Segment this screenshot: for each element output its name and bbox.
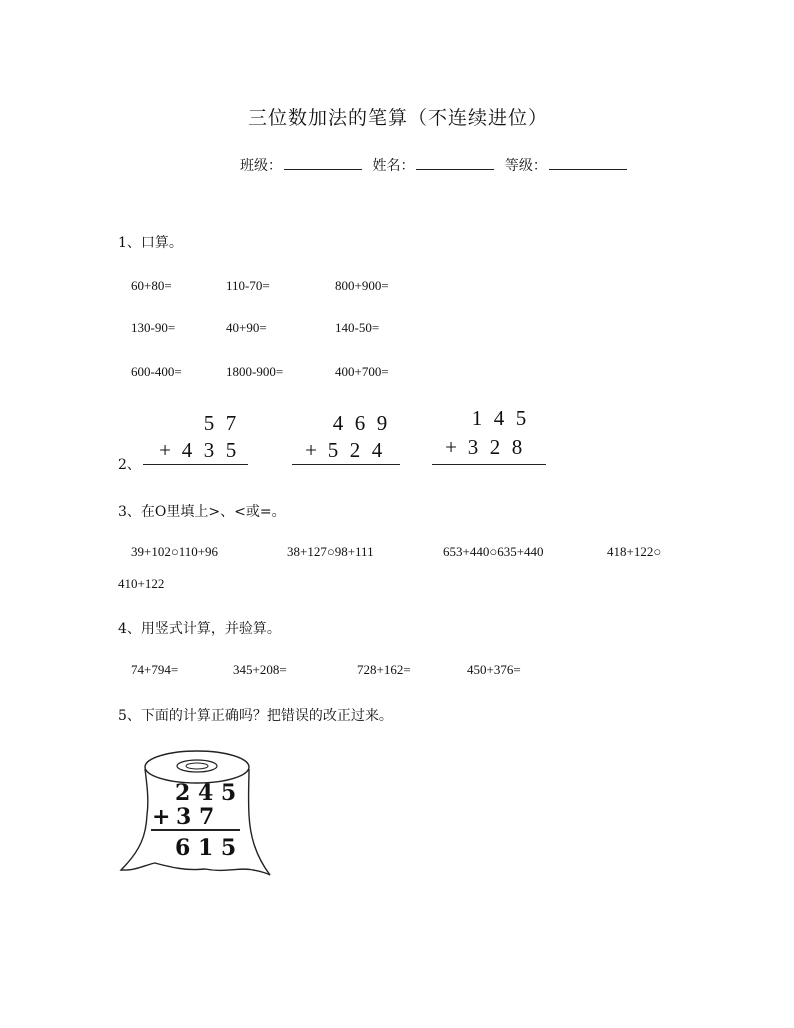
digit: 2 — [489, 435, 501, 459]
blank-circle: ○ — [489, 544, 498, 559]
blank-circle: ○ — [653, 544, 662, 559]
compare-item-4-right: 410+122 — [118, 576, 165, 591]
stump-result: 6 1 5 — [175, 835, 237, 861]
q1-item: 600-400= — [131, 364, 182, 379]
q1-item: 400+700= — [335, 364, 389, 379]
q1-item: 1800-900= — [226, 364, 284, 379]
digit: 3 — [203, 438, 215, 462]
expr: 98+111 — [334, 544, 374, 559]
plus-sign: + — [445, 435, 457, 459]
class-blank — [284, 157, 362, 170]
plus-sign: + — [305, 438, 317, 462]
page-title: 三位数加法的笔算（不连续进位） — [248, 107, 549, 129]
vertical-problem-1-top — [198, 411, 242, 436]
vertical-problem-3-bottom — [440, 435, 528, 460]
sum-line-2 — [292, 464, 400, 465]
class-label: 班级： — [240, 158, 282, 174]
compare-item-2 — [287, 544, 374, 560]
q3-heading: 3、在O里填上>、<或=。 — [118, 504, 286, 520]
q1-item: 110-70= — [226, 278, 270, 293]
q1-item: 800+900= — [335, 278, 389, 293]
digit: 9 — [376, 411, 388, 435]
digit: 2 — [349, 438, 361, 462]
stump-plus-sign: + — [152, 804, 171, 830]
digit: 1 — [471, 406, 483, 430]
q1-item: 60+80= — [131, 278, 172, 293]
expr: 39+102 — [131, 544, 171, 559]
expr: 418+122 — [607, 544, 654, 559]
sum-line-3 — [432, 464, 546, 465]
expr: 38+127 — [287, 544, 327, 559]
compare-item-1 — [131, 544, 218, 560]
digit: 5 — [327, 438, 339, 462]
q1-item: 130-90= — [131, 320, 176, 335]
student-info-line — [240, 155, 633, 175]
q4-item: 450+376= — [467, 662, 521, 677]
q1-item: 40+90= — [226, 320, 267, 335]
digit: 8 — [511, 435, 523, 459]
stump-addend: 3 7 — [176, 804, 215, 830]
vertical-problem-2-top — [327, 411, 393, 436]
q1-heading: 1、口算。 — [118, 235, 183, 251]
digit: 4 — [371, 438, 383, 462]
digit: 7 — [225, 411, 237, 435]
digit: 5 — [515, 406, 527, 430]
expr: 653+440 — [443, 544, 490, 559]
plus-sign: + — [159, 438, 171, 462]
compare-item-4-left — [607, 544, 661, 560]
vertical-problem-1-bottom — [154, 438, 242, 463]
blank-circle: ○ — [326, 544, 335, 559]
digit: 5 — [203, 411, 215, 435]
q2-label: 2、 — [118, 457, 141, 473]
expr: 110+96 — [178, 544, 219, 559]
q4-item: 728+162= — [357, 662, 411, 677]
vertical-problem-2-bottom — [300, 438, 388, 463]
digit: 5 — [225, 438, 237, 462]
digit: 6 — [354, 411, 366, 435]
q4-item: 74+794= — [131, 662, 179, 677]
stump-top-number: 2 4 5 — [175, 780, 237, 806]
expr: 635+440 — [497, 544, 544, 559]
vertical-problem-3-top — [466, 406, 532, 431]
q5-heading: 5、下面的计算正确吗？把错误的改正过来。 — [118, 708, 393, 724]
digit: 3 — [467, 435, 479, 459]
digit: 4 — [493, 406, 505, 430]
digit: 4 — [181, 438, 193, 462]
name-blank — [416, 157, 494, 170]
blank-circle: ○ — [170, 544, 179, 559]
q1-item: 140-50= — [335, 320, 380, 335]
name-label: 姓名： — [372, 158, 415, 174]
sum-line-1 — [143, 464, 248, 465]
grade-label: 等级： — [504, 158, 547, 174]
q4-heading: 4、用竖式计算，并验算。 — [118, 621, 281, 637]
compare-item-3 — [443, 544, 544, 560]
grade-blank — [549, 157, 627, 170]
digit: 4 — [332, 411, 344, 435]
q4-item: 345+208= — [233, 662, 287, 677]
